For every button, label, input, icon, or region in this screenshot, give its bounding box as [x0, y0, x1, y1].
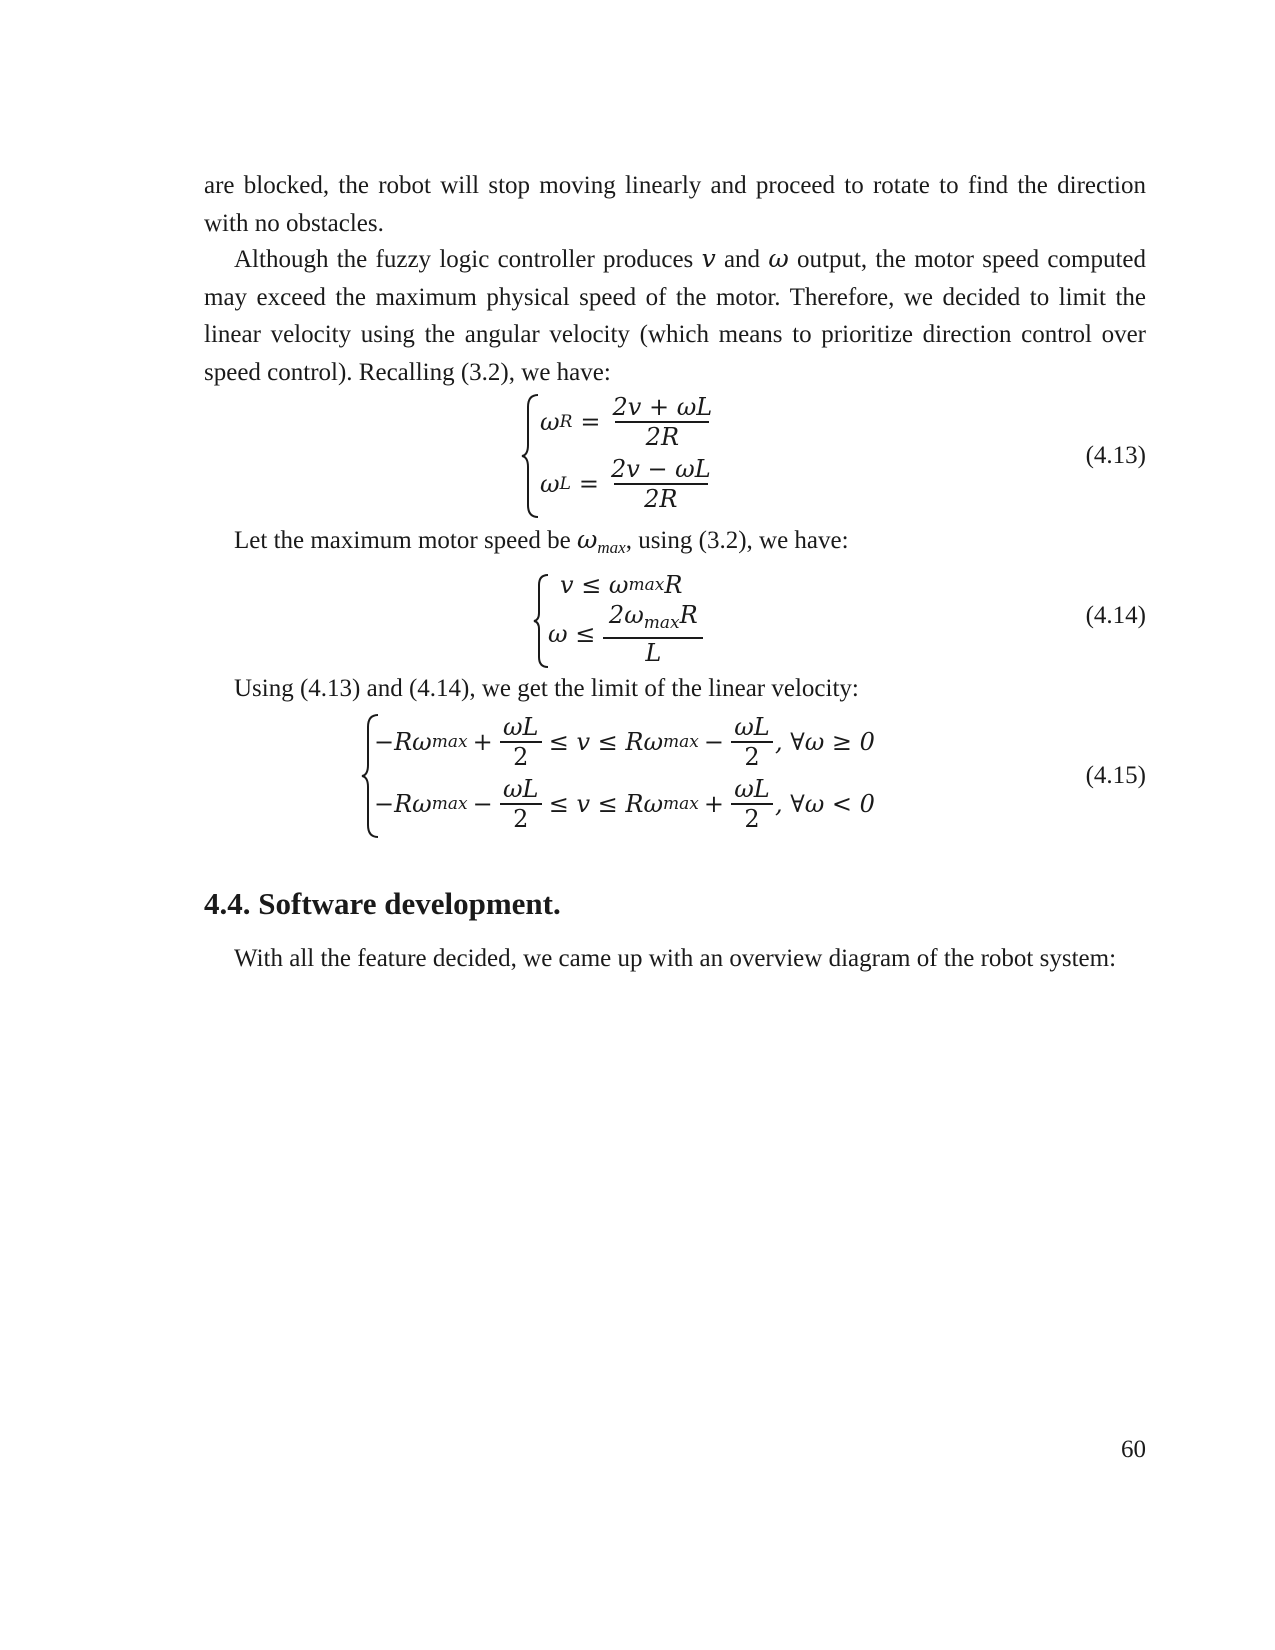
eq415-r1-num1: ωL: [502, 713, 539, 741]
eq414-r2-num-a: 2ω: [608, 601, 644, 629]
equation-4-15: [360, 713, 880, 843]
eq415-r2-num1: ωL: [502, 775, 539, 803]
eq414-r1-lhs: v ≤ ω: [560, 571, 629, 599]
eq413-r2-lhs: ω: [540, 470, 560, 498]
equation-number-4-13: (4.13): [1085, 442, 1146, 469]
eq414-row-1: [560, 571, 682, 599]
eq415-r1-frac2: [731, 713, 773, 771]
eq415-r2-mid: ≤ v ≤ Rω: [548, 790, 664, 818]
eq414-r1-sub: max: [628, 575, 665, 595]
eq413-r2-den: 2R: [614, 483, 708, 513]
eq415-r2-den1: 2: [500, 803, 542, 833]
eq415-r1-op1: +: [472, 728, 493, 756]
eq413-r1-lhs: ω: [540, 408, 560, 436]
eq415-row-1: [374, 713, 875, 771]
eq415-r1-den1: 2: [500, 741, 542, 771]
equation-number-4-15: (4.15): [1085, 762, 1146, 789]
eq415-r2-frac1: [500, 775, 542, 833]
equation-4-13: [520, 393, 720, 523]
eq413-r2-fraction: [609, 455, 713, 513]
eq414-r2-den: L: [603, 637, 703, 667]
paragraph-4: Using (4.13) and (4.14), we get the limit of the linear velocity:: [234, 675, 859, 702]
paragraph-3: [204, 521, 1146, 567]
eq415-row-2: [374, 775, 875, 833]
eq415-r2-op1: −: [472, 790, 493, 818]
eq413-row-1: [540, 393, 716, 451]
eq415-r1-a: −Rω: [374, 728, 432, 756]
eq414-r2-num-b: R: [679, 601, 698, 629]
eq413-r1-rel: =: [580, 408, 601, 436]
p2-text-b: and: [715, 246, 769, 273]
eq415-r2-a-sub: max: [431, 794, 468, 814]
equation-number-4-14: (4.14): [1085, 602, 1146, 629]
eq413-r2-num: 2v − ωL: [610, 455, 711, 483]
eq413-r1-den: 2R: [615, 421, 709, 451]
eq414-r2-fraction: [603, 601, 703, 667]
eq414-r2-num: [607, 601, 700, 637]
eq415-r2-frac2: [731, 775, 773, 833]
eq415-r2-mid-sub: max: [663, 794, 699, 814]
eq413-r2-sub: L: [559, 474, 571, 494]
eq415-r1-mid-sub: max: [663, 732, 699, 752]
p2-symbol-v: v: [701, 244, 716, 273]
equation-4-14: [532, 571, 712, 671]
eq413-r1-num: 2v + ωL: [612, 393, 713, 421]
eq413-r2-rel: =: [578, 470, 599, 498]
p2-text-a: Although the fuzzy logic controller produces: [234, 246, 702, 273]
paragraph-1: are blocked, the robot will stop moving linearly and proceed to rotate to find the direction with no obstacles.: [204, 172, 1146, 237]
eq415-r1-mid: ≤ v ≤ Rω: [548, 728, 664, 756]
eq414-row-2: [548, 601, 705, 667]
eq415-r2-den2: 2: [731, 803, 773, 833]
eq414-r1-rhs: R: [664, 571, 683, 599]
eq414-r2-lhs: ω ≤: [548, 620, 596, 648]
eq415-r1-op2: −: [703, 728, 724, 756]
eq415-r2-a: −Rω: [374, 790, 432, 818]
eq415-r1-frac1: [500, 713, 542, 771]
eq415-r2-op2: +: [703, 790, 724, 818]
eq413-r1-fraction: [611, 393, 715, 451]
paragraph-2: [204, 240, 1146, 391]
eq415-r1-den2: 2: [731, 741, 773, 771]
eq415-r2-cond: , ∀ω < 0: [774, 790, 875, 818]
p3-text-a: Let the maximum motor speed be: [234, 527, 577, 554]
page-number: 60: [1121, 1436, 1146, 1463]
section-heading: 4.4. Software development.: [204, 886, 561, 921]
eq413-r1-sub: R: [559, 412, 573, 432]
eq415-r1-num2: ωL: [734, 713, 770, 741]
eq415-r1-a-sub: max: [431, 732, 468, 752]
eq415-r1-cond: , ∀ω ≥ 0: [774, 728, 875, 756]
left-brace-icon: [520, 393, 542, 519]
p3-symbol-sub: max: [597, 538, 626, 557]
p2-text-c: output, the motor speed computed may exceed the maximum physical speed of the motor. Therefore, we decided to limit the linear velocity using the angular velocity (which means to prioritize direction control over speed control). Recalling (3.2), we have:: [204, 246, 1147, 386]
p3-text-b: , using (3.2), we have:: [625, 527, 849, 554]
paragraph-5: With all the feature decided, we came up with an overview diagram of the robot system:: [234, 945, 1117, 972]
p3-symbol-omega: ω: [576, 525, 598, 554]
eq415-r2-num2: ωL: [734, 775, 770, 803]
p2-symbol-omega: ω: [768, 244, 789, 273]
eq414-r2-num-sub: max: [643, 613, 680, 633]
eq413-row-2: [540, 455, 715, 513]
